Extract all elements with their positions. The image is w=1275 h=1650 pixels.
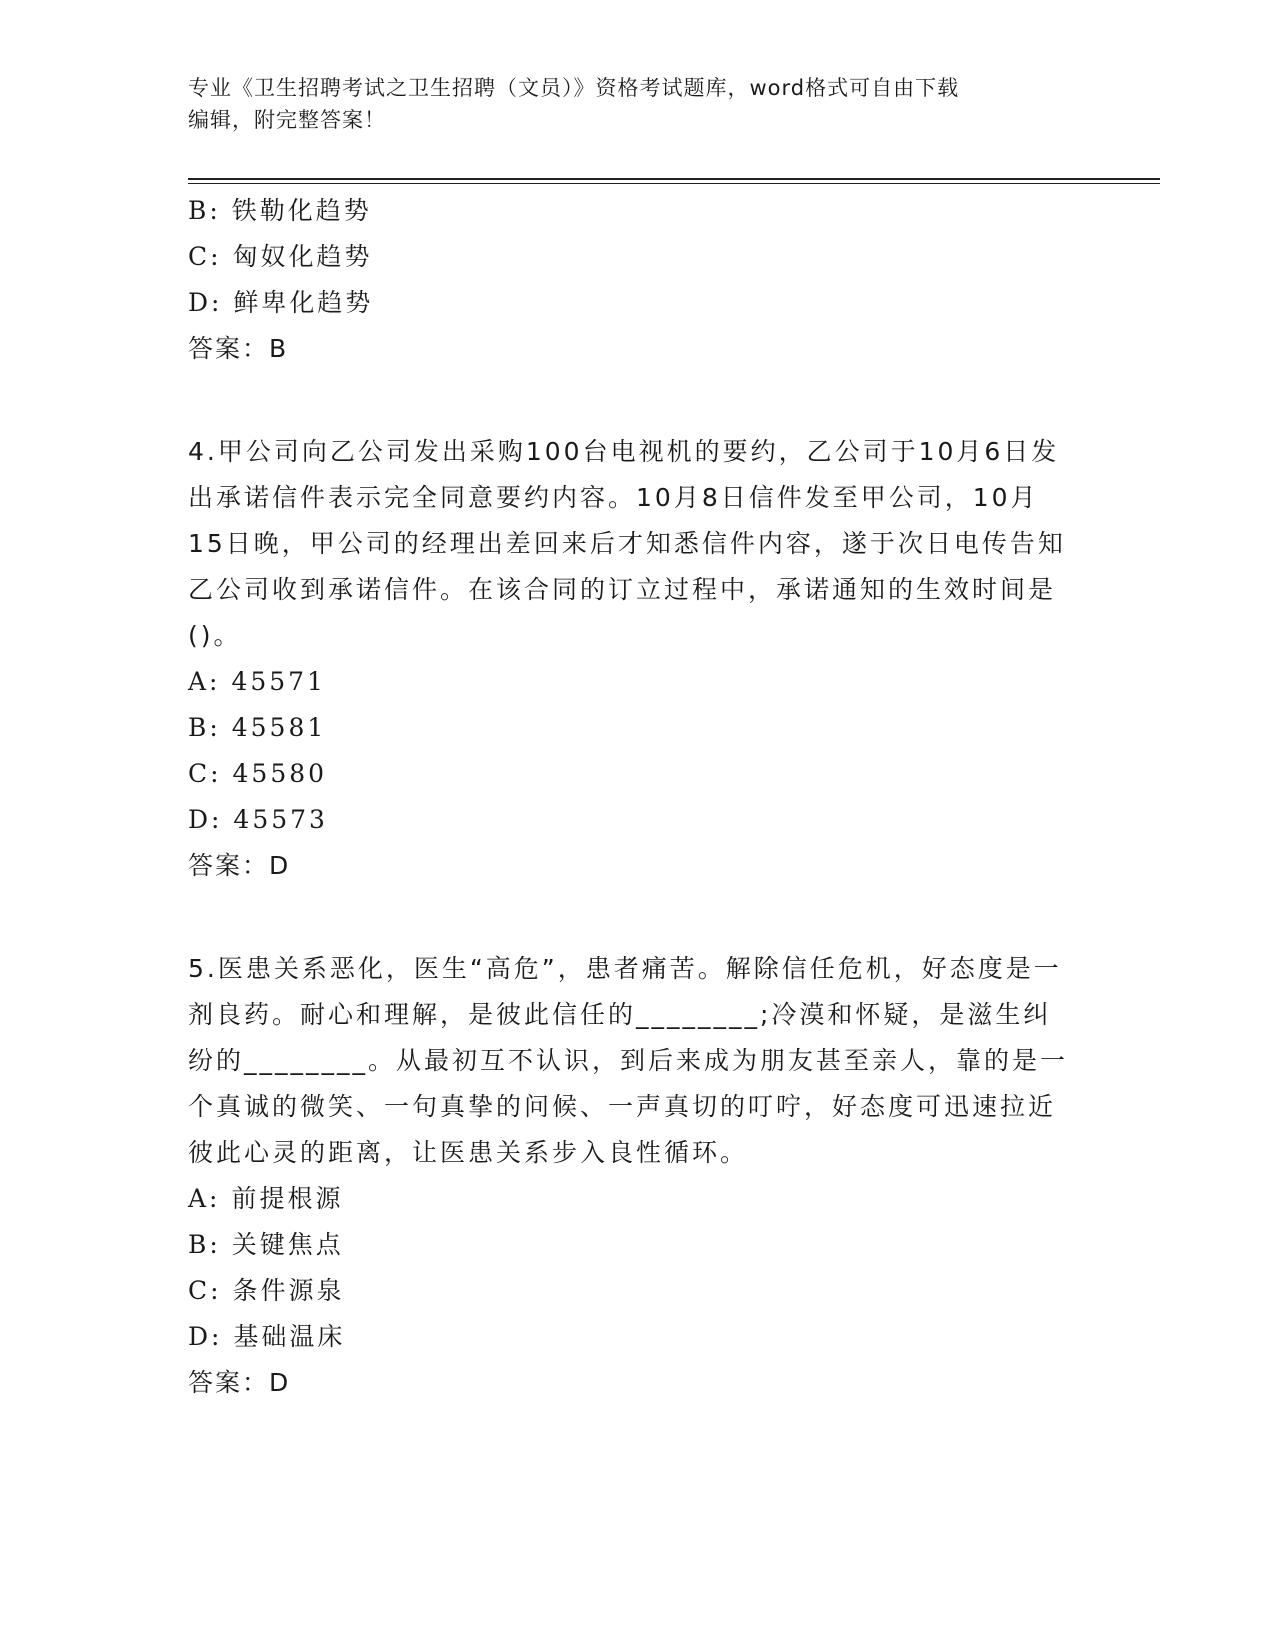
option-letter: C:	[188, 759, 222, 788]
option-b	[188, 188, 1088, 234]
option-b	[188, 1222, 1088, 1268]
option-letter: D:	[188, 805, 223, 834]
header-rule-thin	[188, 183, 1160, 184]
option-d	[188, 1314, 1088, 1360]
question-4	[188, 429, 1088, 889]
option-text: 45573	[233, 805, 328, 834]
option-letter: B:	[188, 713, 221, 742]
option-letter: A:	[188, 667, 221, 696]
option-letter: C:	[188, 242, 222, 271]
option-a	[188, 1176, 1088, 1222]
question-5	[188, 946, 1088, 1406]
option-d	[188, 280, 1088, 326]
question-content	[188, 188, 1088, 1406]
header-rule-thick	[188, 178, 1160, 180]
option-text: 45580	[232, 759, 328, 788]
question-text: 4.甲公司向乙公司发出采购100台电视机的要约，乙公司于10月6日发出承诺信件表示完全同意要约内容。10月8日信件发至甲公司，10月15日晚，甲公司的经理出差回来后才知悉信件内容，遂于次日电传告知乙公司收到承诺信件。在该合同的订立过程中，承诺通知的生效时间是()。	[188, 437, 1066, 650]
option-d	[188, 797, 1088, 843]
option-b	[188, 705, 1088, 751]
option-text: 前提根源	[231, 1184, 344, 1213]
option-text: 45571	[231, 667, 326, 696]
document-header	[188, 72, 1068, 136]
option-letter: D:	[188, 288, 223, 317]
option-text: 匈奴化趋势	[232, 242, 373, 271]
option-letter: B:	[188, 1230, 221, 1259]
answer-line: 答案：B	[188, 334, 289, 363]
option-letter: C:	[188, 1276, 222, 1305]
option-text: 基础温床	[233, 1322, 346, 1351]
header-line-1: 专业《卫生招聘考试之卫生招聘（文员）》资格考试题库，word格式可自由下载	[188, 76, 960, 100]
option-letter: B:	[188, 196, 221, 225]
option-c	[188, 234, 1088, 280]
question-3-tail	[188, 188, 1088, 372]
answer-line: 答案：D	[188, 851, 291, 880]
option-text: 45581	[231, 713, 327, 742]
option-c	[188, 751, 1088, 797]
option-text: 鲜卑化趋势	[233, 288, 374, 317]
question-text: 5.医患关系恶化，医生“高危”，患者痛苦。解除信任危机，好态度是一剂良药。耐心和理解，是彼此信任的________;冷漠和怀疑，是滋生纠纷的________。从最初互不认识，到后来成为朋友甚至亲人，靠的是一个真诚的微笑、一句真挚的问候、一声真切的叮咛，好态度可迅速拉近彼此心灵的距离，让医患关系步入良性循环。	[188, 954, 1069, 1167]
option-letter: A:	[188, 1184, 221, 1213]
option-text: 条件源泉	[232, 1276, 345, 1305]
option-text: 铁勒化趋势	[231, 196, 372, 225]
option-c	[188, 1268, 1088, 1314]
option-letter: D:	[188, 1322, 223, 1351]
option-text: 关键焦点	[231, 1230, 344, 1259]
answer-line: 答案：D	[188, 1368, 291, 1397]
option-a	[188, 659, 1088, 705]
header-line-2: 编辑，附完整答案！	[188, 108, 386, 132]
